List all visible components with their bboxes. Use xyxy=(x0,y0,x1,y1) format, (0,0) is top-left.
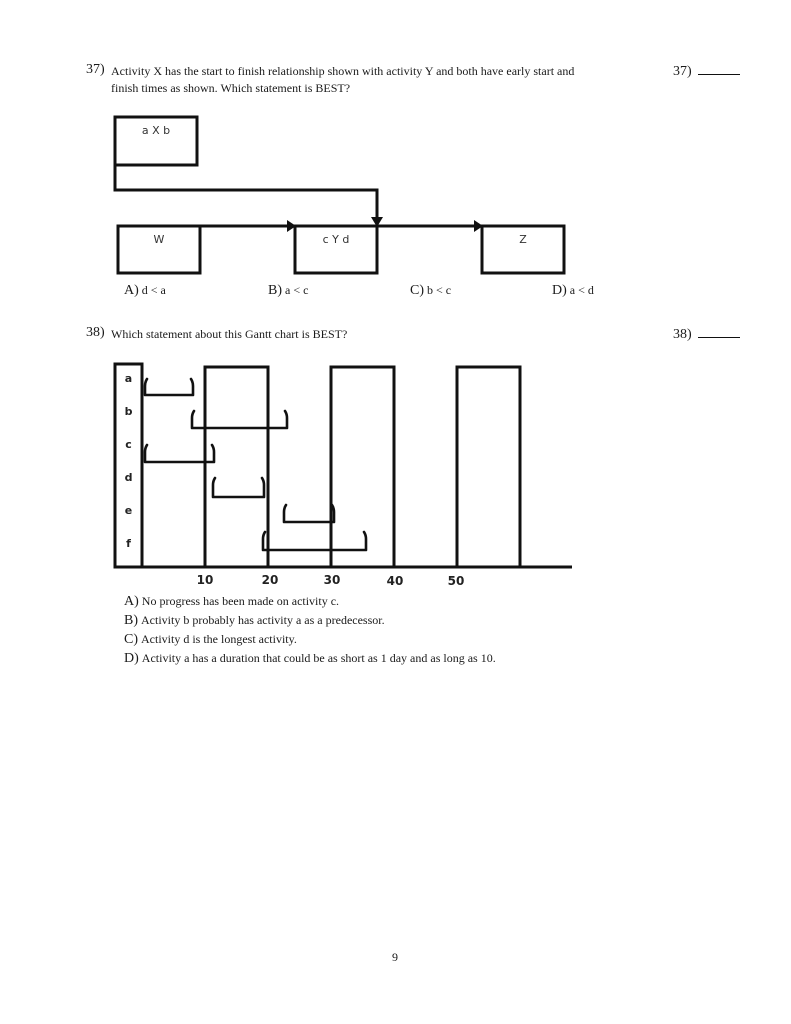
x-tick-40: 40 xyxy=(386,574,404,588)
x-tick-30: 30 xyxy=(323,573,341,587)
arrowhead-w-y xyxy=(287,220,296,232)
bracket-c xyxy=(145,445,214,462)
gantt-row-label-e: e xyxy=(124,504,133,517)
q38-choice-d[interactable]: D) Activity a has a duration that could be as short as 1 day and as long as 10. xyxy=(124,651,496,666)
page-number: 9 xyxy=(392,950,398,964)
period-box-10-20 xyxy=(205,367,268,567)
question-37-answer-slot[interactable] xyxy=(673,62,740,80)
bracket-a xyxy=(145,379,193,395)
answer-label: 38) xyxy=(673,327,692,342)
node-w-label: W xyxy=(153,233,165,246)
arrowhead-x-y xyxy=(371,217,383,227)
question-38-text: Which statement about this Gantt chart is BEST? xyxy=(111,327,348,341)
bracket-e xyxy=(284,505,334,522)
question-37-number: 37) xyxy=(86,62,105,77)
q37-choice-c[interactable]: C) b < c xyxy=(410,283,452,298)
q37-choice-b[interactable]: B) a < c xyxy=(268,283,309,298)
arrowhead-y-z xyxy=(474,220,483,232)
q37-choice-a[interactable]: A) d < a xyxy=(124,283,166,298)
question-37-text xyxy=(111,63,661,97)
period-box-50-60 xyxy=(457,367,520,567)
q38-choice-b[interactable]: B) Activity b probably has activity a as a predecessor. xyxy=(124,613,385,628)
answer-label: 37) xyxy=(673,64,692,79)
bracket-b xyxy=(192,411,287,428)
x-tick-20: 20 xyxy=(261,573,279,587)
gantt-row-label-c: c xyxy=(125,438,132,451)
question-38-number: 38) xyxy=(86,325,105,340)
gantt-row-label-b: b xyxy=(124,405,133,418)
node-y-label: c Y d xyxy=(322,233,350,246)
gantt-row-label-a: a xyxy=(124,372,133,385)
bracket-f xyxy=(263,532,366,550)
q38-choice-a[interactable]: A) No progress has been made on activity c. xyxy=(124,594,340,609)
period-box-30-40 xyxy=(331,367,394,567)
q38-choice-c[interactable]: C) Activity d is the longest activity. xyxy=(124,632,297,647)
x-tick-50: 50 xyxy=(447,574,465,588)
x-tick-10: 10 xyxy=(196,573,214,587)
question-37-line-2: finish times as shown. Which statement is BEST? xyxy=(111,81,351,95)
node-x-label: a X b xyxy=(141,124,171,137)
question-38-answer-slot[interactable] xyxy=(673,325,740,343)
q37-choice-d[interactable]: D) a < d xyxy=(552,283,594,298)
gantt-row-label-d: d xyxy=(124,471,133,484)
bracket-d xyxy=(213,478,264,497)
question-37-line-1: Activity X has the start to finish relationship shown with activity Y and both have early start and xyxy=(111,64,575,78)
node-z-label: Z xyxy=(519,233,527,246)
gantt-row-label-f: f xyxy=(126,537,131,550)
answer-blank[interactable] xyxy=(698,325,740,338)
answer-blank[interactable] xyxy=(698,62,740,75)
